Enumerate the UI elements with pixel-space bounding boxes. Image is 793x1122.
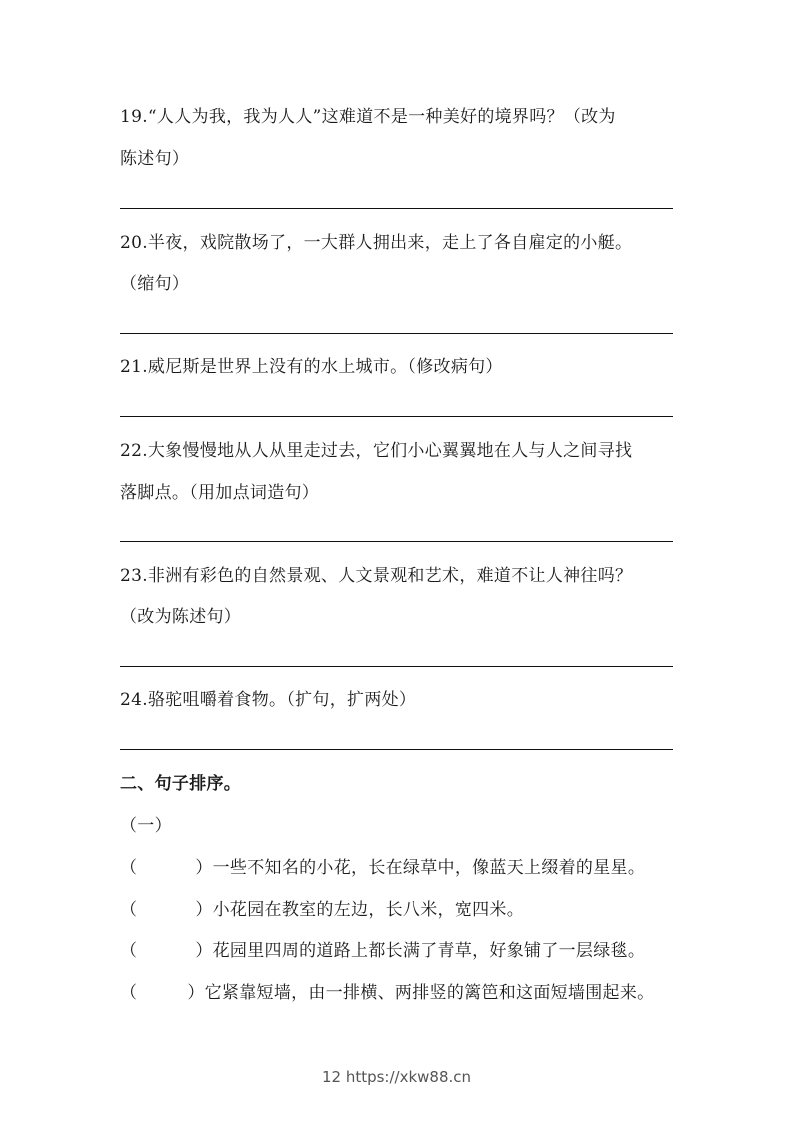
order-blank-1[interactable]: （ ） — [120, 858, 213, 878]
ordering-item-3 — [120, 940, 673, 962]
ordering-item-2 — [120, 899, 673, 921]
ordering-item-1 — [120, 857, 673, 879]
question-21-line-1: 21.威尼斯是世界上没有的水上城市。（修改病句） — [120, 357, 503, 377]
section-heading: 二、句子排序。 — [120, 774, 242, 794]
answer-line-20[interactable] — [120, 333, 673, 334]
question-23-line-1: 23.非洲有彩色的自然景观、人文景观和艺术，难道不让人神往吗？ — [120, 566, 633, 586]
question-23-line-2: （改为陈述句） — [120, 607, 242, 627]
ordering-item-4 — [120, 982, 673, 1004]
question-22-line-1: 22.大象慢慢地从人从里走过去，它们小心翼翼地在人与人之间寻找 — [120, 441, 633, 461]
question-24-line-1: 24.骆驼咀嚼着食物。（扩句，扩两处） — [120, 690, 417, 710]
ordering-item-text: 一些不知名的小花，长在绿草中，像蓝天上缀着的星星。 — [212, 858, 646, 878]
question-19-line-1: 19.“人人为我，我为人人”这难道不是一种美好的境界吗？（改为 — [120, 107, 616, 127]
page-number: 12 — [321, 1068, 342, 1086]
answer-line-22[interactable] — [120, 541, 673, 542]
footer-url[interactable]: https://xkw88.cn — [345, 1068, 472, 1086]
question-22-line-2: 落脚点。（用加点词造句） — [120, 483, 320, 503]
order-blank-2[interactable]: （ ） — [120, 900, 213, 920]
order-blank-3[interactable]: （ ） — [120, 941, 213, 961]
ordering-item-text: 花园里四周的道路上都长满了青草，好象铺了一层绿毯。 — [212, 941, 646, 961]
ordering-item-text: 小花园在教室的左边，长八米，宽四米。 — [212, 900, 525, 920]
answer-line-21[interactable] — [120, 416, 673, 417]
answer-line-19[interactable] — [120, 208, 673, 209]
answer-line-23[interactable] — [120, 666, 673, 667]
question-20-line-2: （缩句） — [120, 274, 190, 294]
question-19-line-2: 陈述句） — [120, 149, 190, 169]
order-blank-4[interactable]: （ ） — [120, 983, 205, 1003]
section-subheading: （一） — [120, 816, 172, 836]
page-footer — [0, 1068, 793, 1086]
answer-line-24[interactable] — [120, 749, 673, 750]
question-20-line-1: 20.半夜，戏院散场了，一大群人拥出来，走上了各自雇定的小艇。 — [120, 233, 633, 253]
ordering-item-text: 它紧靠短墙，由一排横、两排竖的篱笆和这面短墙围起来。 — [204, 983, 655, 1003]
